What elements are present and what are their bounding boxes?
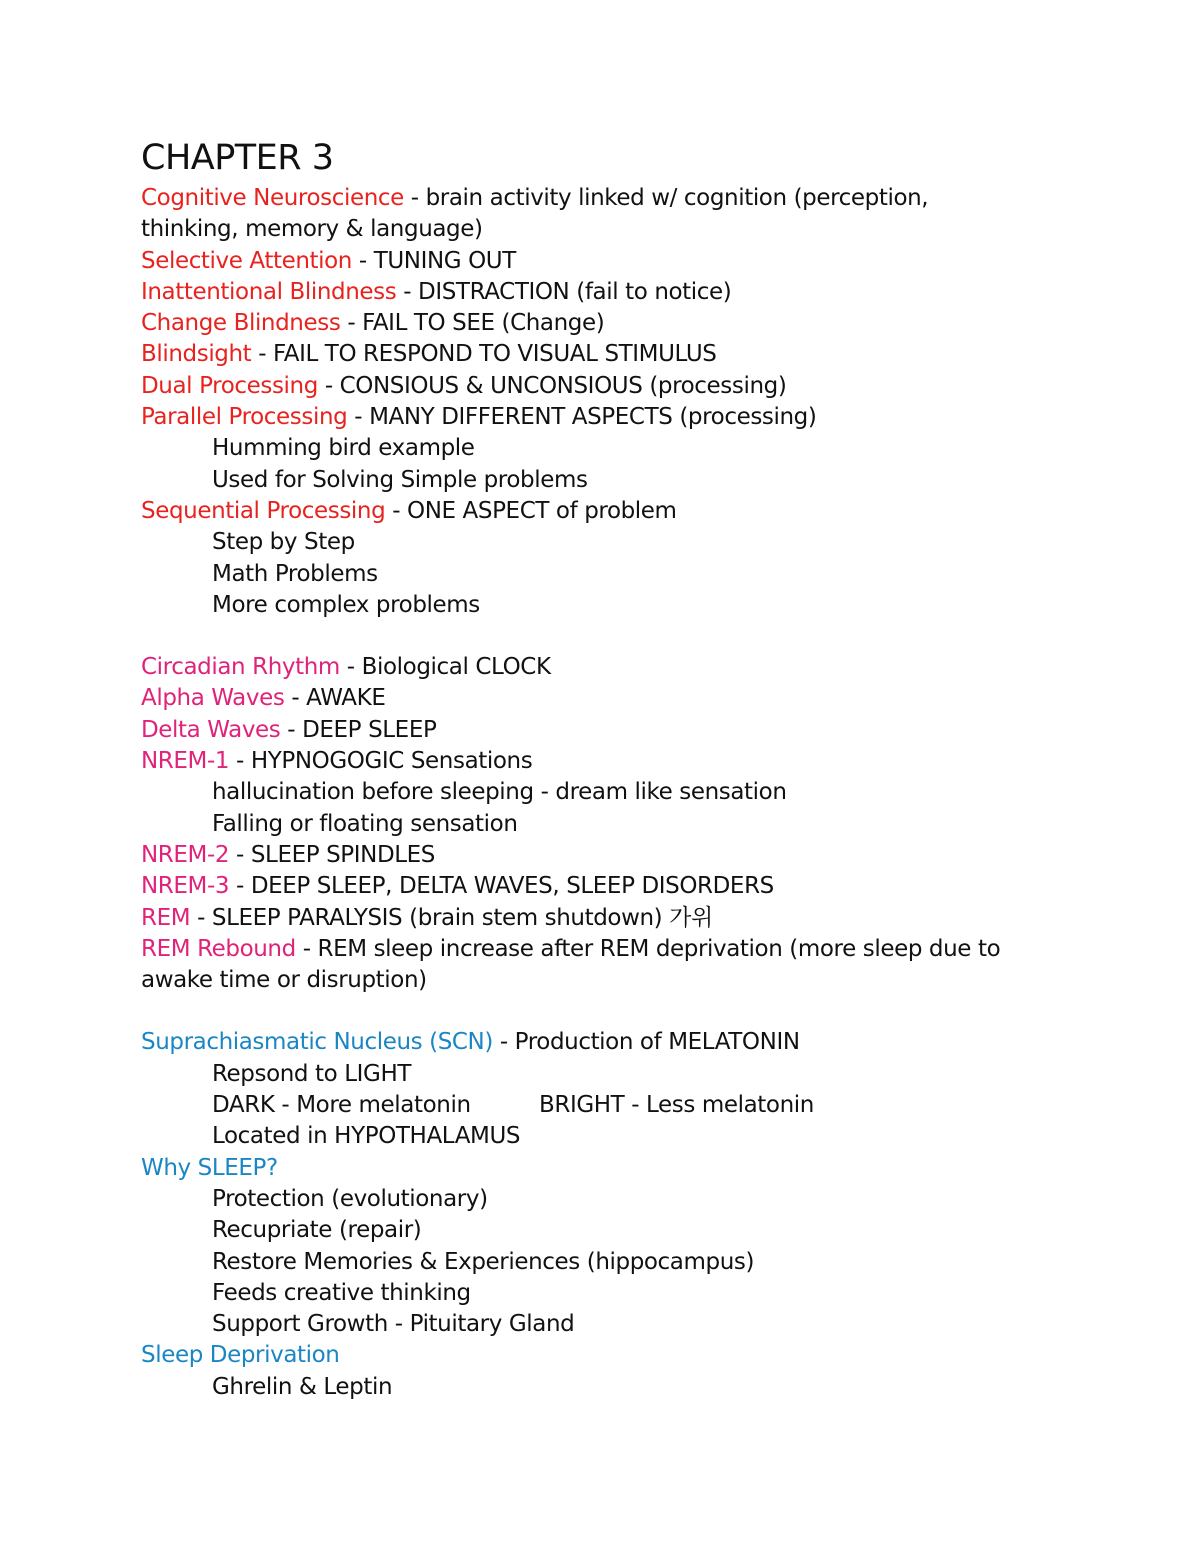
entry-nrem-3 [141,871,1141,902]
notes-body [141,183,1141,1403]
sub-note: Used for Solving Simple problems [212,466,588,493]
sub-note: Step by Step [212,529,355,556]
term: Selective Attention [141,247,352,274]
definition: - MANY DIFFERENT ASPECTS (processing) [347,404,817,431]
definition: - REM sleep increase after REM deprivation (more sleep due to awake time or disruption) [141,935,1001,994]
entry-inattentional-blindness [141,277,1141,308]
term: Dual Processing [141,372,318,399]
sub-note: Restore Memories & Experiences (hippocampus) [212,1248,755,1275]
term: Inattentional Blindness [141,278,397,305]
term: REM Rebound [141,935,296,962]
definition: - FAIL TO SEE (Change) [340,310,605,337]
definition: - DEEP SLEEP [280,716,437,743]
entry-rem-rebound [141,934,1071,997]
sub-note: Protection (evolutionary) [212,1185,488,1212]
term: Suprachiasmatic Nucleus (SCN) [141,1029,493,1056]
definition: - Production of MELATONIN [492,1029,800,1056]
entry-rem [141,903,1141,934]
definition: - AWAKE [284,685,386,712]
sub-note: Located in HYPOTHALAMUS [212,1123,521,1150]
definition: - SLEEP SPINDLES [229,841,436,868]
entry-scn [141,1027,1141,1058]
definition: - DISTRACTION (fail to notice) [396,278,732,305]
entry-nrem-1 [141,746,1141,777]
entry-why-sleep [141,1153,1141,1184]
definition: - HYPNOGOGIC Sensations [229,748,533,775]
entry-parallel-processing [141,402,1141,433]
entry-circadian-rhythm [141,652,1141,683]
term: Sequential Processing [141,497,386,524]
term: Blindsight [141,341,252,368]
dark-note: DARK - More melatonin [212,1092,471,1119]
definition: - TUNING OUT [351,247,516,274]
entry-delta-waves [141,715,1141,746]
definition: - ONE ASPECT of problem [385,497,677,524]
entry-sleep-deprivation [141,1340,1141,1371]
sub-note: Support Growth - Pituitary Gland [212,1311,575,1338]
term: Why SLEEP? [141,1154,278,1181]
definition: - SLEEP PARALYSIS (brain stem shutdown) 가위 [190,904,713,931]
sub-note: More complex problems [212,591,480,618]
term: Cognitive Neuroscience [141,185,404,211]
term: Alpha Waves [141,685,285,712]
sub-note: Repsond to LIGHT [212,1060,412,1087]
entry-alpha-waves [141,683,1141,714]
entry-cognitive-neuroscience [141,183,971,246]
sub-note: hallucination before sleeping - dream like sensation [212,779,787,806]
term: Sleep Deprivation [141,1342,340,1369]
sub-note: Ghrelin & Leptin [212,1373,393,1400]
entry-blindsight [141,339,1141,370]
sub-note: Recupriate (repair) [212,1217,422,1244]
term: Delta Waves [141,716,281,743]
sub-note-dark-bright [141,1090,1141,1121]
section-spacer [141,621,1141,652]
entry-selective-attention [141,246,1141,277]
definition: - CONSIOUS & UNCONSIOUS (processing) [317,372,787,399]
term: Parallel Processing [141,404,348,431]
chapter-title: CHAPTER 3 [141,138,334,178]
definition: - FAIL TO RESPOND TO VISUAL STIMULUS [251,341,717,368]
sub-note: Humming bird example [212,435,475,462]
entry-sequential-processing [141,496,1141,527]
bright-note: BRIGHT - Less melatonin [539,1092,814,1119]
term: NREM-1 [141,748,230,775]
definition: - Biological CLOCK [339,654,551,681]
definition: - DEEP SLEEP, DELTA WAVES, SLEEP DISORDERS [229,873,774,900]
term: NREM-2 [141,841,230,868]
entry-dual-processing [141,371,1141,402]
sub-note: Feeds creative thinking [212,1279,471,1306]
entry-change-blindness [141,308,1141,339]
section-spacer [141,996,1141,1027]
term: NREM-3 [141,873,230,900]
term: Circadian Rhythm [141,654,340,681]
term: REM [141,904,191,931]
term: Change Blindness [141,310,341,337]
definition: - brain activity linked w/ cognition (perception, thinking, memory & language) [141,185,929,243]
entry-nrem-2 [141,840,1141,871]
sub-note: Falling or floating sensation [212,810,518,837]
sub-note: Math Problems [212,560,378,587]
